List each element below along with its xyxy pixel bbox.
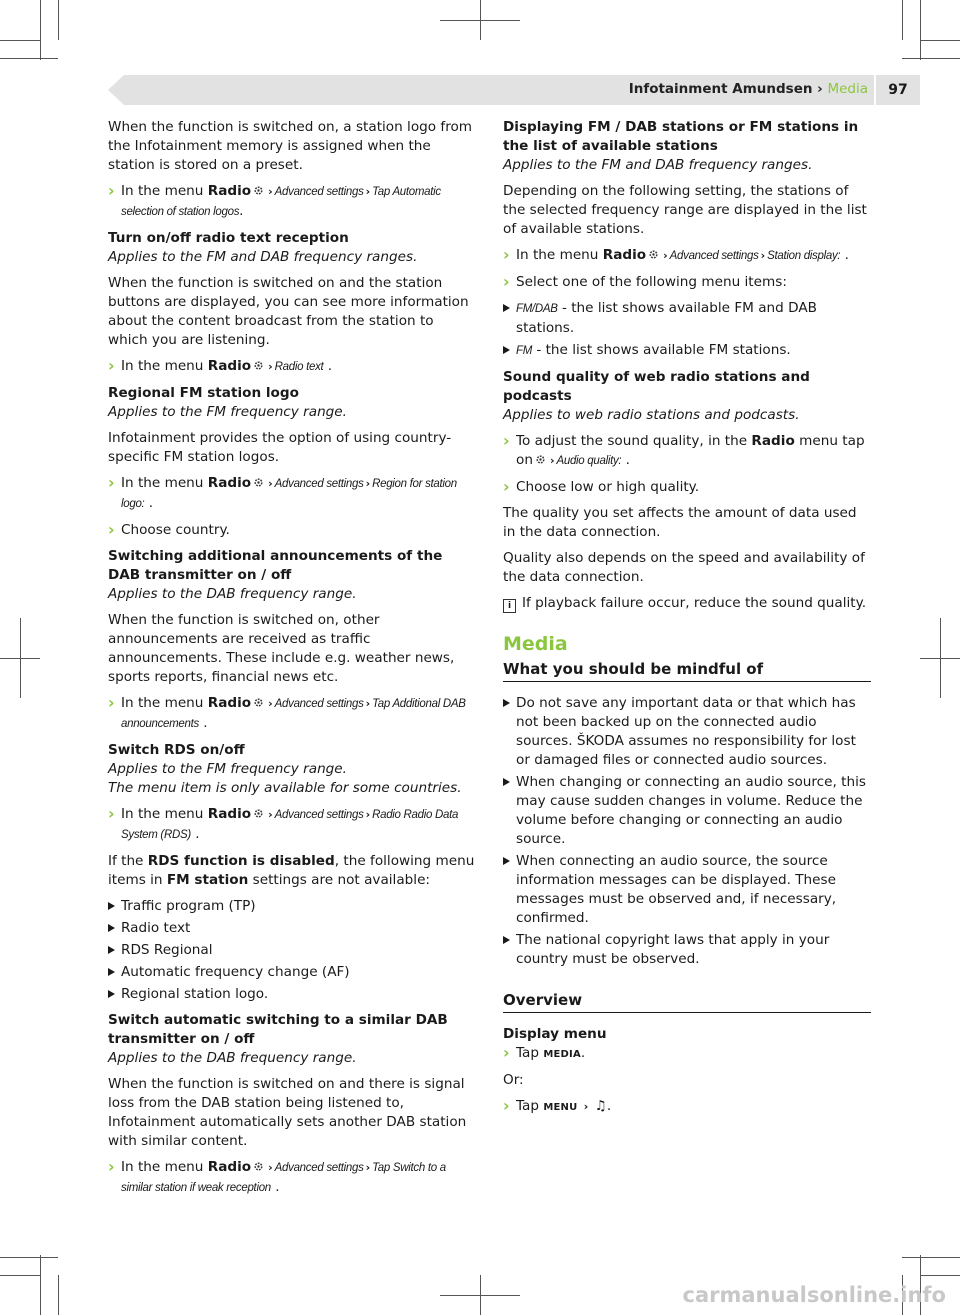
menu-path: Station display: <box>767 250 841 262</box>
paragraph: When the function is switched on, a station logo from the Infotainment memory is assigned when the station is stored on a preset. <box>108 119 473 173</box>
menu-path: Radio text <box>274 361 324 373</box>
menu-path: Advanced settings <box>274 478 364 490</box>
section-title-media: Media <box>503 633 568 655</box>
paragraph: The quality you set affects the amount of data used in the data connection. <box>503 505 857 540</box>
subsection-heading: Turn on/off radio text reception Applies to the FM and DAB frequency ranges. <box>108 230 418 265</box>
list-item: RDS Regional <box>108 941 476 960</box>
left-column <box>108 118 476 1205</box>
list-item: The national copyright laws that apply in your country must be observed. <box>503 931 871 969</box>
menu-path: Advanced settings <box>274 809 364 821</box>
header-section: Infotainment Amundsen <box>628 81 813 97</box>
subsection-heading: Switching additional announcements of the DAB transmitter on / off Applies to the DAB frequency range. <box>108 548 443 602</box>
crop-mark <box>902 58 960 59</box>
crop-mark <box>480 0 481 40</box>
settings-gear-icon <box>253 697 264 708</box>
info-icon: i <box>503 599 516 613</box>
crop-mark <box>0 58 58 59</box>
header-separator: › <box>817 81 823 97</box>
subsection-heading: Switch automatic switching to a similar DAB transmitter on / off Applies to the DAB frequency range. <box>108 1012 448 1066</box>
instruction-step: › In the menu Radio › Advanced settings › Tap Automatic selection of station logos. <box>108 182 476 222</box>
instruction-step: › Select one of the following menu items: <box>503 273 871 292</box>
crop-mark <box>58 1275 59 1315</box>
crop-mark <box>58 0 59 40</box>
radio-label: Radio <box>207 183 252 199</box>
crop-mark <box>902 0 903 40</box>
crop-mark <box>920 40 960 41</box>
paragraph: When the function is switched on and the station buttons are displayed, you can see more information about the content broadcast from the station to which you are listening. <box>108 275 469 348</box>
paragraph: Infotainment provides the option of using country-specific FM station logos. <box>108 430 452 465</box>
paragraph: Depending on the following setting, the stations of the selected frequency range are displayed in the list of available stations. <box>503 183 867 237</box>
list-item: Regional station logo. <box>108 985 476 1004</box>
settings-gear-icon <box>253 1161 264 1172</box>
menu-path: Advanced settings <box>274 186 364 198</box>
music-note-icon: ♫ <box>594 1098 607 1114</box>
instruction-step: › In the menu Radio › Advanced settings › Region for station logo: . <box>108 474 476 514</box>
subsection-heading: Sound quality of web radio stations and podcasts Applies to web radio stations and podcasts. <box>503 369 810 423</box>
list-item: Radio text <box>108 919 476 938</box>
settings-gear-icon <box>253 360 264 371</box>
subsection-heading: Displaying FM / DAB stations or FM stations in the list of available stations Applies to the FM and DAB frequency ranges. <box>503 119 859 173</box>
instruction-step: › In the menu Radio › Advanced settings › Radio Radio Data System (RDS) . <box>108 805 476 845</box>
header-breadcrumb <box>629 81 868 97</box>
list-item: Do not save any important data or that which has not been backed up on the connected audio sources. ŠKODA assumes no responsibility for lost or damaged files or connected audio sources. <box>503 694 871 770</box>
right-column <box>503 118 871 1124</box>
crop-mark <box>40 0 41 60</box>
instruction-step: › In the menu Radio › Advanced settings › Tap Additional DAB announcements . <box>108 694 476 734</box>
crop-mark <box>902 1257 960 1258</box>
crop-mark <box>920 1275 960 1276</box>
watermark: carmanualsonline.info <box>682 1283 946 1307</box>
section-heading: Overview <box>503 991 871 1013</box>
instruction-step: › In the menu Radio › Advanced settings › Tap Switch to a similar station if weak reception . <box>108 1158 476 1198</box>
instruction-step: › In the menu Radio › Advanced settings › Station display: . <box>503 246 871 266</box>
crop-mark <box>920 0 921 60</box>
section-heading: What you should be mindful of <box>503 660 871 682</box>
page-header <box>108 75 920 105</box>
settings-gear-icon <box>535 454 546 465</box>
menu-key: MENU <box>543 1102 578 1113</box>
list-item: FM/DAB - the list shows available FM and DAB stations. <box>503 299 871 338</box>
list-item: Automatic frequency change (AF) <box>108 963 476 982</box>
menu-path: Radio Radio Data System (RDS) <box>121 809 459 841</box>
menu-path: Tap Switch to a similar station if weak reception <box>121 1162 446 1194</box>
menu-path: Tap Automatic selection of station logos <box>121 186 441 218</box>
list-item: When changing or connecting an audio source, this may cause sudden changes in volume. Reduce the volume before changing or connecting an audio source. <box>503 773 871 849</box>
menu-path: Advanced settings <box>274 698 364 710</box>
crop-mark <box>20 618 21 698</box>
menu-path: Tap Additional DAB announcements <box>121 698 466 730</box>
crop-mark <box>0 40 40 41</box>
menu-path: Advanced settings <box>669 250 759 262</box>
crop-mark <box>480 1275 481 1315</box>
crop-mark <box>0 1257 58 1258</box>
subsection-heading: Display menu <box>503 1026 607 1042</box>
paragraph: If the RDS function is disabled, the following menu items in FM station settings are not available: <box>108 853 475 888</box>
menu-path: Region for station logo: <box>121 478 457 510</box>
instruction-step: › To adjust the sound quality, in the Radio menu tap on › Audio quality: . <box>503 432 871 471</box>
crop-mark <box>940 618 941 698</box>
crop-mark <box>40 1255 41 1315</box>
paragraph: When the function is switched on and there is signal loss from the DAB station being listened to, Infotainment automatically sets another DAB station with similar content. <box>108 1076 467 1149</box>
list-item: FM - the list shows available FM stations. <box>503 341 871 361</box>
instruction-step: › Tap MENU › ♫. <box>503 1097 871 1117</box>
info-note: i If playback failure occur, reduce the sound quality. <box>503 594 871 613</box>
list-item: Traffic program (TP) <box>108 897 476 916</box>
paragraph: Or: <box>503 1072 524 1088</box>
settings-gear-icon <box>253 808 264 819</box>
instruction-step: › Choose low or high quality. <box>503 478 871 497</box>
instruction-step: › In the menu Radio › Radio text . <box>108 357 476 377</box>
list-item: When connecting an audio source, the source information messages can be displayed. These messages must be observed and, if necessary, confirmed. <box>503 852 871 928</box>
menu-path: Advanced settings <box>274 1162 364 1174</box>
paragraph: When the function is switched on, other announcements are received as traffic announcements. These include e.g. weather news, sports reports, financial news etc. <box>108 612 455 685</box>
settings-gear-icon <box>648 249 659 260</box>
header-chapter: Media <box>827 81 868 97</box>
menu-path: Audio quality: <box>556 455 622 467</box>
crop-mark <box>0 1275 40 1276</box>
instruction-step: › Choose country. <box>108 521 476 540</box>
media-key: MEDIA <box>543 1049 581 1060</box>
subsection-heading: Regional FM station logo Applies to the FM frequency range. <box>108 385 347 420</box>
page-number: 97 <box>876 75 920 105</box>
instruction-step: › Tap MEDIA. <box>503 1044 871 1064</box>
settings-gear-icon <box>253 185 264 196</box>
subsection-heading: Switch RDS on/off Applies to the FM frequency range. The menu item is only available for some countries. <box>108 742 462 796</box>
settings-gear-icon <box>253 477 264 488</box>
paragraph: Quality also depends on the speed and availability of the data connection. <box>503 550 865 585</box>
